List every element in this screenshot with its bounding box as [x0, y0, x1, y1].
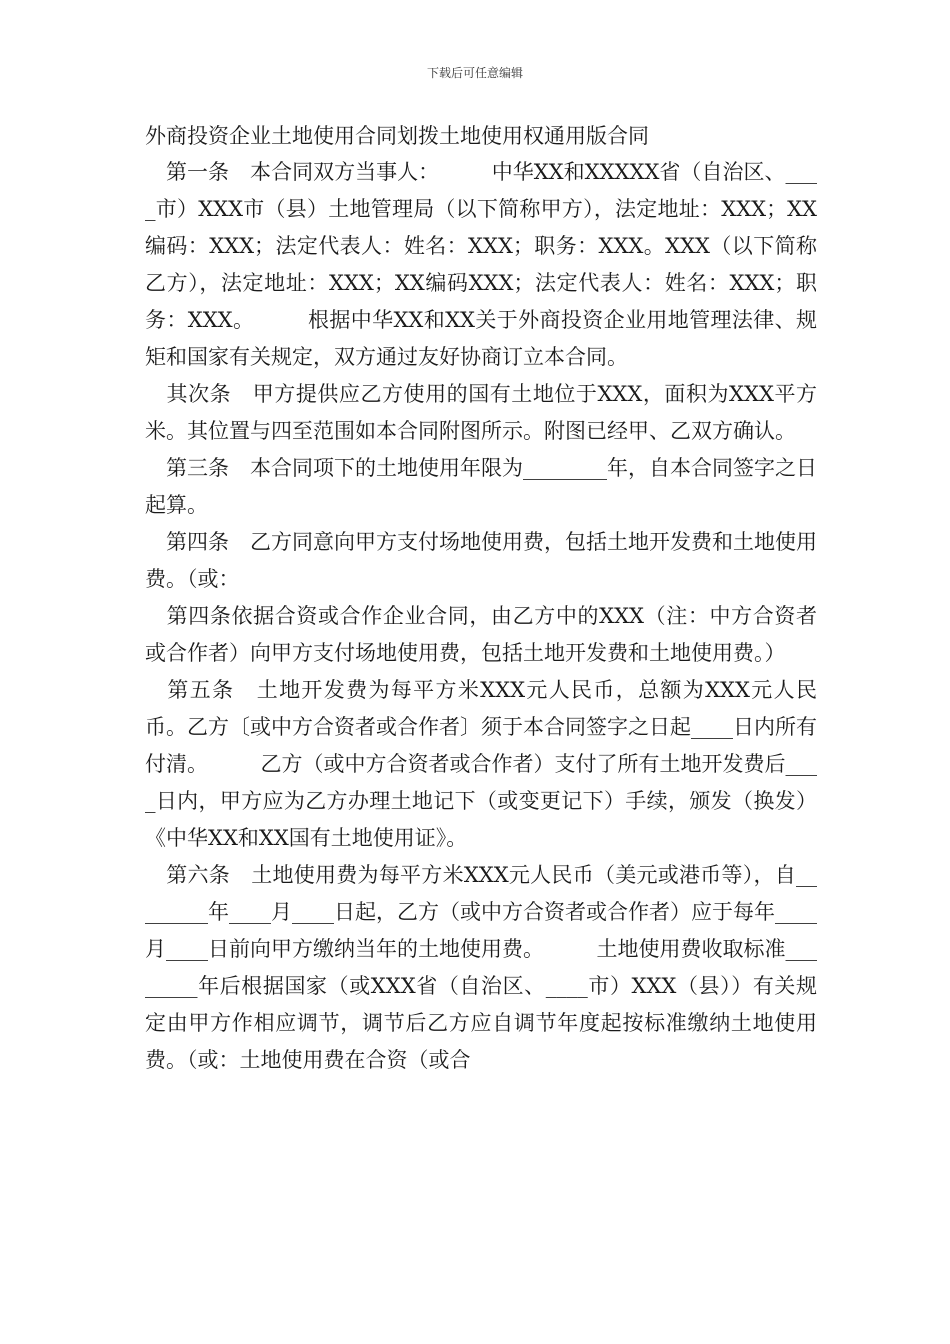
- article-4-alternative-paragraph: 第四条依据合资或合作企业合同，由乙方中的XXX（注：中方合资者或合作者）向甲方支付场地使用费，包括土地开发费和土地使用费。）: [145, 604, 817, 665]
- article-3-paragraph: 第三条 本合同项下的土地使用年限为________年，自本合同签字之日起算。: [145, 456, 817, 517]
- article-6-paragraph: 第六条 土地使用费为每平方米XXX元人民币（美元或港币等），自________年____月____日起，乙方（或中方合资者或合作者）应于每年____月____日前向甲方缴纳当年的土地使用费。 土地使用费收取标准________年后根据国家（或XXX省（自治区、____市）XXX（县））有关规定由甲方作相应调节，调节后乙方应自调节年度起按标准缴纳土地使用费。（或：土地使用费在合资（或合: [145, 863, 817, 1072]
- page-header-note: 下载后可任意编辑: [426, 66, 523, 80]
- article-1-paragraph: 第一条 本合同双方当事人： 中华XX和XXXXX省（自治区、____市）XXX市（县）土地管理局（以下简称甲方），法定地址：XXX；XX编码：XXX；法定代表人：姓名：XXX；职务：XXX。XXX（以下简称乙方），法定地址：XXX；XX编码XXX；法定代表人：姓名：XXX；职务：XXX。 根据中华XX和XX关于外商投资企业用地管理法律、规矩和国家有关规定，双方通过友好协商订立本合同。: [145, 160, 817, 369]
- article-4-paragraph: 第四条 乙方同意向甲方支付场地使用费，包括土地开发费和土地使用费。（或：: [145, 530, 817, 591]
- document-body: [145, 118, 817, 1079]
- document-title: 外商投资企业土地使用合同划拨土地使用权通用版合同: [145, 124, 649, 148]
- article-5-paragraph: 第五条 土地开发费为每平方米XXX元人民币，总额为XXX元人民币。乙方〔或中方合资者或合作者〕须于本合同签字之日起____日内所有付清。 乙方（或中方合资者或合作者）支付了所有土地开发费后____日内，甲方应为乙方办理土地记下（或变更记下）手续，颁发（换发）《中华XX和XX国有土地使用证》。: [145, 678, 817, 850]
- article-2-paragraph: 其次条 甲方提供应乙方使用的国有土地位于XXX，面积为XXX平方米。其位置与四至范围如本合同附图所示。附图已经甲、乙双方确认。: [145, 382, 817, 443]
